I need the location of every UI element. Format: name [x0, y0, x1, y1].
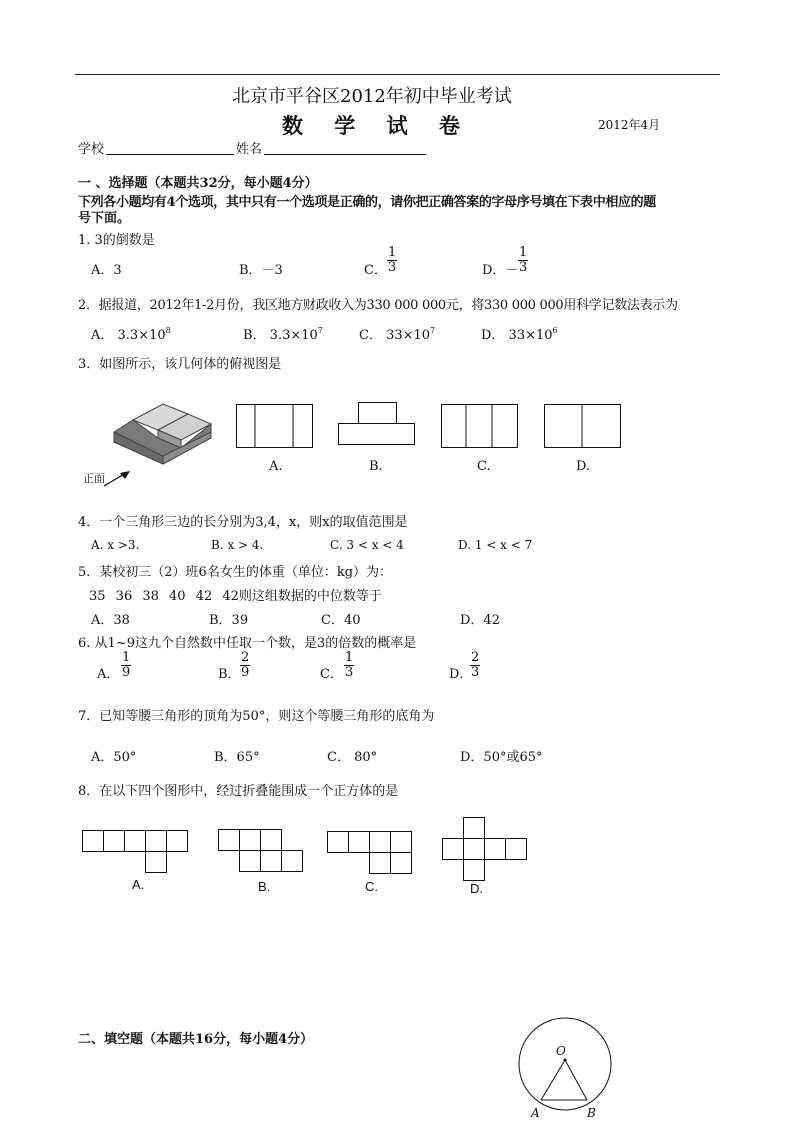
q2-a-base: A． 3.3×10 [91, 328, 166, 343]
q5-option-b: B．39 [209, 613, 249, 628]
exam-title: 北京市平谷区2012年初中毕业考试 [232, 86, 512, 107]
fraction-numerator: 2 [241, 650, 250, 665]
q5-option-d: D．42 [460, 613, 500, 628]
q3-label-b: B. [369, 459, 383, 474]
q7-option-d: D．50°或65° [460, 750, 543, 765]
q6-stem: 6. 从1~9这九个自然数中任取一个数，是3的倍数的概率是 [78, 636, 417, 651]
q3-label-a: A. [269, 459, 283, 474]
q6-option-d-fraction [470, 651, 480, 680]
fraction-numerator: 2 [471, 650, 480, 665]
q1-option-b: B．－3 [239, 263, 283, 278]
front-arrow-icon [102, 470, 132, 490]
q2-option-d [481, 324, 558, 343]
q5-stem: 5．某校初三（2）班6名女生的体重（单位：kg）为： [78, 565, 393, 580]
q8-label-d: D. [470, 881, 483, 896]
q7-option-a: A．50° [91, 750, 137, 765]
q1-option-c-prefix: C． [364, 263, 387, 278]
q4-option-a: A. x >3. [91, 538, 140, 552]
q8-stem: 8．在以下四个图形中，经过折叠能围成一个正方体的是 [78, 784, 399, 799]
circle-figure [517, 1016, 617, 1116]
q6-option-b-fraction [240, 651, 250, 680]
top-rule [75, 74, 720, 75]
q5-data-line: 35 36 38 40 42 42则这组数据的中位数等于 [89, 589, 382, 604]
q1-option-c-fraction [387, 246, 397, 275]
q3-option-b-figure[interactable] [338, 402, 418, 448]
fraction-denominator: 3 [519, 260, 528, 275]
q1-option-a: A．3 [91, 263, 122, 278]
q5-option-c: C．40 [321, 613, 361, 628]
q5-option-a: A．38 [91, 613, 130, 628]
section1-instruction-line2: 号下面。 [78, 211, 131, 226]
section2-title: 二、填空题（本题共16分，每小题4分） [78, 1032, 314, 1047]
q4-option-d: D. 1 < x < 7 [458, 538, 533, 552]
q2-c-base: C． 33×10 [359, 328, 431, 343]
school-label: 学校 [78, 142, 105, 157]
name-label: 姓名 [236, 142, 263, 157]
q6-option-b-prefix: B． [218, 667, 241, 682]
q3-option-d-figure[interactable] [544, 404, 624, 450]
q8-option-a-net[interactable] [82, 830, 192, 876]
fraction-denominator: 3 [471, 665, 480, 680]
fraction-denominator: 9 [241, 665, 250, 680]
fraction-denominator: 3 [345, 665, 354, 680]
q3-label-c: C. [477, 459, 491, 474]
q8-option-c-net[interactable] [327, 831, 417, 877]
q2-b-exponent: 7 [317, 326, 323, 335]
q1-stem: 1. 3的倒数是 [78, 233, 155, 248]
q7-option-c: C． 80° [327, 750, 378, 765]
q2-option-c [359, 324, 435, 343]
q8-label-a: A. [132, 877, 145, 892]
section1-instruction-line1: 下列各小题均有4个选项，其中只有一个选项是正确的，请你把正确答案的字母序号填在下表中相应的题 [78, 195, 656, 210]
q8-label-c: C. [365, 879, 378, 894]
q7-stem: 7．已知等腰三角形的顶角为50°，则这个等腰三角形的底角为 [78, 709, 435, 724]
fraction-denominator: 3 [388, 260, 397, 275]
point-b-label: B [587, 1106, 596, 1120]
name-field[interactable] [264, 154, 426, 155]
section1-title: 一 、选择题（本题共32分，每小题4分） [78, 176, 318, 191]
q3-label-d: D. [576, 459, 591, 474]
q4-stem: 4．一个三角形三边的长分别为3,4，x，则x的取值范围是 [78, 515, 408, 530]
q6-option-a-prefix: A． [97, 667, 120, 682]
fraction-numerator: 1 [345, 650, 354, 665]
school-field[interactable] [106, 154, 234, 155]
q4-option-c: C. 3 < x < 4 [330, 538, 404, 552]
q2-d-base: D． 33×10 [481, 328, 553, 343]
q2-a-exponent: 8 [165, 326, 171, 335]
q6-option-c-prefix: C． [320, 667, 343, 682]
q8-option-b-net[interactable] [218, 829, 308, 875]
exam-date: 2012年4月 [598, 118, 661, 132]
circle-center-label: O [556, 1044, 566, 1058]
q3-option-a-figure[interactable] [236, 404, 314, 450]
q1-option-d-fraction [518, 246, 528, 275]
q2-option-b [243, 324, 323, 343]
q3-option-c-figure[interactable] [441, 404, 521, 450]
fraction-numerator: 1 [388, 245, 397, 260]
q7-option-b: B．65° [214, 750, 260, 765]
q3-front-label: 正面 [83, 472, 105, 485]
q2-d-exponent: 6 [552, 326, 558, 335]
point-a-label: A [531, 1106, 540, 1120]
q6-option-a-fraction [121, 651, 131, 680]
fraction-numerator: 1 [122, 650, 131, 665]
q6-option-c-fraction [344, 651, 354, 680]
fraction-numerator: 1 [519, 245, 528, 260]
q8-option-d-net[interactable] [442, 817, 532, 887]
q4-option-b: B. x > 4. [211, 538, 264, 552]
subject-title: 数 学 试 卷 [282, 113, 472, 138]
fraction-denominator: 9 [122, 665, 131, 680]
q2-stem: 2．据报道，2012年1-2月份，我区地方财政收入为330 000 000元，将330 000 000用科学记数法表示为 [78, 298, 678, 313]
q2-b-base: B． 3.3×10 [243, 328, 318, 343]
q3-stem: 3．如图所示，该几何体的俯视图是 [78, 357, 282, 372]
q2-option-a [91, 324, 171, 343]
q2-c-exponent: 7 [430, 326, 436, 335]
q8-label-b: B. [258, 879, 271, 894]
q1-option-d-prefix: D．－ [482, 263, 519, 278]
q6-option-d-prefix: D． [449, 667, 473, 682]
